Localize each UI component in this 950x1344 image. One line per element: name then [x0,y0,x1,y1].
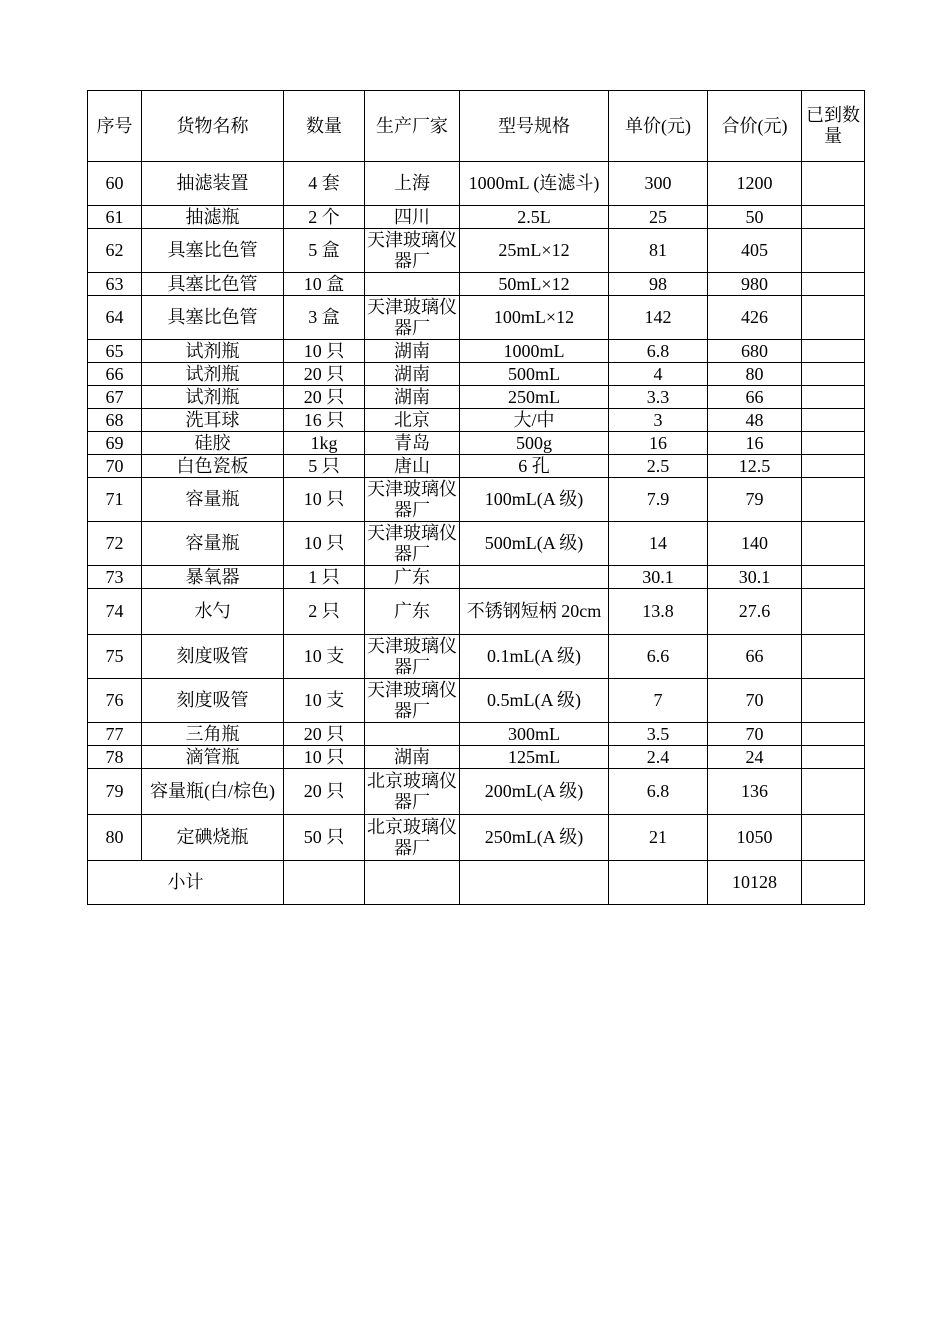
cell-arrived [802,363,865,386]
cell-total-price: 24 [708,746,802,769]
cell-qty: 3 盒 [284,296,365,340]
cell-seq: 80 [88,815,142,861]
cell-qty: 20 只 [284,386,365,409]
cell-maker: 湖南 [365,746,460,769]
cell-qty: 10 只 [284,340,365,363]
cell-name: 具塞比色管 [142,273,284,296]
cell-name: 容量瓶 [142,522,284,566]
cell-arrived [802,815,865,861]
cell-arrived [802,769,865,815]
cell-spec: 6 孔 [460,455,609,478]
table-row [88,229,865,273]
cell-arrived [802,273,865,296]
subtotal-cell [365,861,460,905]
cell-spec: 500mL(A 级) [460,522,609,566]
table-row [88,409,865,432]
cell-name: 三角瓶 [142,723,284,746]
subtotal-row [88,861,865,905]
cell-total-price: 70 [708,723,802,746]
subtotal-cell [802,861,865,905]
cell-seq: 67 [88,386,142,409]
cell-total-price: 140 [708,522,802,566]
table-row [88,566,865,589]
table-row [88,340,865,363]
cell-maker [365,273,460,296]
table-row [88,589,865,635]
cell-maker: 青岛 [365,432,460,455]
cell-name: 抽滤装置 [142,162,284,206]
cell-unit-price: 6.8 [609,340,708,363]
cell-arrived [802,162,865,206]
cell-unit-price: 13.8 [609,589,708,635]
header-qty: 数量 [284,91,365,162]
cell-qty: 20 只 [284,769,365,815]
cell-maker: 北京玻璃仪器厂 [365,815,460,861]
cell-name: 定碘烧瓶 [142,815,284,861]
cell-spec: 125mL [460,746,609,769]
cell-arrived [802,386,865,409]
cell-spec: 0.5mL(A 级) [460,679,609,723]
table-row [88,296,865,340]
cell-qty: 10 支 [284,635,365,679]
cell-name: 暴氧器 [142,566,284,589]
cell-maker: 天津玻璃仪器厂 [365,522,460,566]
cell-arrived [802,746,865,769]
cell-unit-price: 6.8 [609,769,708,815]
header-total-price: 合价(元) [708,91,802,162]
cell-seq: 79 [88,769,142,815]
cell-spec: 300mL [460,723,609,746]
table-row [88,478,865,522]
cell-spec: 2.5L [460,206,609,229]
subtotal-cell [609,861,708,905]
cell-maker: 唐山 [365,455,460,478]
cell-total-price: 66 [708,386,802,409]
cell-seq: 78 [88,746,142,769]
table-row [88,455,865,478]
cell-unit-price: 81 [609,229,708,273]
table-row [88,769,865,815]
cell-name: 容量瓶 [142,478,284,522]
cell-total-price: 1200 [708,162,802,206]
cell-spec: 25mL×12 [460,229,609,273]
cell-arrived [802,340,865,363]
cell-seq: 60 [88,162,142,206]
cell-arrived [802,679,865,723]
table-row [88,723,865,746]
cell-unit-price: 3.5 [609,723,708,746]
subtotal-label: 小计 [88,861,284,905]
cell-seq: 76 [88,679,142,723]
cell-maker: 北京玻璃仪器厂 [365,769,460,815]
table-row [88,386,865,409]
table-row [88,746,865,769]
cell-total-price: 27.6 [708,589,802,635]
cell-name: 容量瓶(白/棕色) [142,769,284,815]
cell-arrived [802,522,865,566]
cell-unit-price: 30.1 [609,566,708,589]
cell-qty: 2 个 [284,206,365,229]
table-row [88,679,865,723]
header-unit-price: 单价(元) [609,91,708,162]
cell-total-price: 30.1 [708,566,802,589]
cell-arrived [802,635,865,679]
cell-seq: 74 [88,589,142,635]
cell-arrived [802,296,865,340]
cell-unit-price: 2.4 [609,746,708,769]
cell-total-price: 405 [708,229,802,273]
cell-maker: 湖南 [365,363,460,386]
table-row [88,432,865,455]
cell-total-price: 1050 [708,815,802,861]
header-row [88,91,865,162]
cell-name: 硅胶 [142,432,284,455]
cell-spec: 0.1mL(A 级) [460,635,609,679]
cell-unit-price: 14 [609,522,708,566]
cell-qty: 20 只 [284,363,365,386]
cell-unit-price: 300 [609,162,708,206]
cell-qty: 10 只 [284,478,365,522]
cell-spec: 500mL [460,363,609,386]
cell-qty: 1kg [284,432,365,455]
cell-name: 刻度吸管 [142,635,284,679]
cell-unit-price: 16 [609,432,708,455]
cell-qty: 10 只 [284,522,365,566]
cell-seq: 70 [88,455,142,478]
cell-unit-price: 142 [609,296,708,340]
cell-maker: 湖南 [365,386,460,409]
cell-seq: 69 [88,432,142,455]
cell-name: 试剂瓶 [142,340,284,363]
subtotal-cell [460,861,609,905]
cell-seq: 72 [88,522,142,566]
cell-maker: 天津玻璃仪器厂 [365,296,460,340]
cell-spec [460,566,609,589]
cell-unit-price: 25 [609,206,708,229]
cell-arrived [802,409,865,432]
cell-spec: 50mL×12 [460,273,609,296]
header-name: 货物名称 [142,91,284,162]
cell-spec: 大/中 [460,409,609,432]
table-row [88,635,865,679]
cell-arrived [802,229,865,273]
header-spec: 型号规格 [460,91,609,162]
cell-total-price: 66 [708,635,802,679]
cell-arrived [802,432,865,455]
cell-total-price: 70 [708,679,802,723]
cell-spec: 250mL(A 级) [460,815,609,861]
cell-total-price: 680 [708,340,802,363]
header-arrived: 已到数量 [802,91,865,162]
header-seq: 序号 [88,91,142,162]
cell-qty: 2 只 [284,589,365,635]
cell-spec: 1000mL (连滤斗) [460,162,609,206]
cell-qty: 10 支 [284,679,365,723]
cell-maker: 上海 [365,162,460,206]
header-maker: 生产厂家 [365,91,460,162]
cell-maker: 湖南 [365,340,460,363]
cell-maker: 广东 [365,566,460,589]
cell-qty: 16 只 [284,409,365,432]
cell-qty: 20 只 [284,723,365,746]
cell-seq: 66 [88,363,142,386]
cell-maker: 天津玻璃仪器厂 [365,478,460,522]
cell-name: 白色瓷板 [142,455,284,478]
cell-unit-price: 3 [609,409,708,432]
cell-spec: 200mL(A 级) [460,769,609,815]
cell-seq: 75 [88,635,142,679]
subtotal-cell [284,861,365,905]
cell-seq: 61 [88,206,142,229]
cell-total-price: 16 [708,432,802,455]
cell-seq: 63 [88,273,142,296]
cell-arrived [802,478,865,522]
cell-name: 水勺 [142,589,284,635]
cell-maker: 天津玻璃仪器厂 [365,229,460,273]
cell-seq: 73 [88,566,142,589]
cell-total-price: 48 [708,409,802,432]
table-row [88,162,865,206]
cell-seq: 65 [88,340,142,363]
cell-arrived [802,589,865,635]
cell-unit-price: 98 [609,273,708,296]
cell-name: 刻度吸管 [142,679,284,723]
cell-qty: 1 只 [284,566,365,589]
cell-spec: 1000mL [460,340,609,363]
cell-total-price: 79 [708,478,802,522]
cell-arrived [802,206,865,229]
cell-spec: 250mL [460,386,609,409]
cell-name: 试剂瓶 [142,386,284,409]
cell-qty: 4 套 [284,162,365,206]
table-row [88,363,865,386]
cell-total-price: 50 [708,206,802,229]
cell-seq: 68 [88,409,142,432]
cell-maker: 北京 [365,409,460,432]
table-row [88,273,865,296]
subtotal-total: 10128 [708,861,802,905]
cell-qty: 10 盒 [284,273,365,296]
cell-seq: 62 [88,229,142,273]
table-row [88,522,865,566]
cell-total-price: 426 [708,296,802,340]
cell-name: 抽滤瓶 [142,206,284,229]
cell-spec: 100mL×12 [460,296,609,340]
cell-unit-price: 7.9 [609,478,708,522]
cell-total-price: 12.5 [708,455,802,478]
cell-qty: 50 只 [284,815,365,861]
cell-name: 试剂瓶 [142,363,284,386]
cell-spec: 100mL(A 级) [460,478,609,522]
cell-seq: 71 [88,478,142,522]
cell-maker: 四川 [365,206,460,229]
cell-maker: 广东 [365,589,460,635]
table-row [88,815,865,861]
cell-seq: 64 [88,296,142,340]
cell-unit-price: 7 [609,679,708,723]
cell-maker: 天津玻璃仪器厂 [365,635,460,679]
cell-qty: 10 只 [284,746,365,769]
cell-spec: 500g [460,432,609,455]
cell-total-price: 980 [708,273,802,296]
cell-unit-price: 21 [609,815,708,861]
goods-table [87,90,865,905]
cell-unit-price: 3.3 [609,386,708,409]
table-row [88,206,865,229]
cell-maker: 天津玻璃仪器厂 [365,679,460,723]
cell-name: 具塞比色管 [142,229,284,273]
cell-spec: 不锈钢短柄 20cm [460,589,609,635]
cell-seq: 77 [88,723,142,746]
cell-arrived [802,455,865,478]
cell-qty: 5 只 [284,455,365,478]
cell-name: 具塞比色管 [142,296,284,340]
cell-maker [365,723,460,746]
cell-unit-price: 4 [609,363,708,386]
cell-total-price: 80 [708,363,802,386]
cell-name: 洗耳球 [142,409,284,432]
cell-arrived [802,566,865,589]
cell-arrived [802,723,865,746]
cell-unit-price: 2.5 [609,455,708,478]
cell-total-price: 136 [708,769,802,815]
cell-qty: 5 盒 [284,229,365,273]
cell-unit-price: 6.6 [609,635,708,679]
cell-name: 滴管瓶 [142,746,284,769]
